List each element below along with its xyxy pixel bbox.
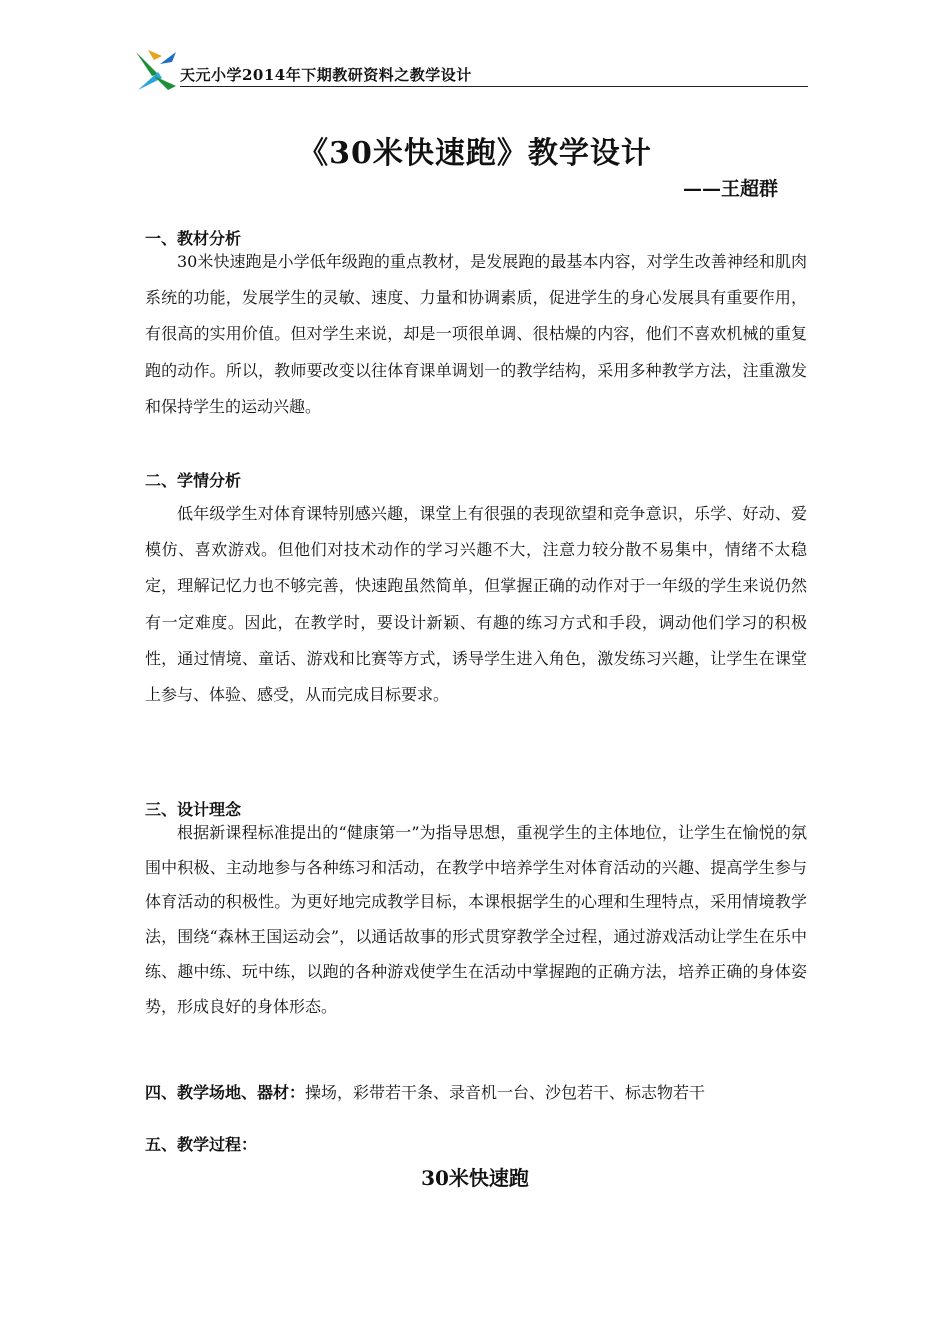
document-title: 《30米快速跑》教学设计 <box>298 136 652 171</box>
header-text: 天元小学2014年下期教研资料之教学设计 <box>180 66 472 84</box>
school-logo-icon <box>132 46 180 92</box>
section-body-2: 低年级学生对体育课特别感兴趣，课堂上有很强的表现欲望和竞争意识，乐学、好动、爱模仿、喜欢游戏。但他们对技术动作的学习兴趣不大，注意力较分散不易集中，情绪不太稳定，理解记忆力也不够完善，快速跑虽然简单，但掌握正确的动作对于一年级的学生来说仍然有一定难度。因此，在教学时，要设计新颖、有趣的练习方式和手段，调动他们学习的积极性，通过情境、童话、游戏和比赛等方式，诱导学生进入角色，激发练习兴趣，让学生在课堂上参与、体验、感受，从而完成目标要求。 <box>145 504 807 705</box>
section-body-4: 操场，彩带若干条、录音机一台、沙包若干、标志物若干 <box>305 1083 706 1102</box>
section-heading-5: 五、教学过程： <box>145 1135 258 1154</box>
section-heading-2: 二、学情分析 <box>145 471 242 490</box>
section-body-3: 根据新课程标准提出的“健康第一”为指导思想，重视学生的主体地位，让学生在愉悦的氛围中积极、主动地参与各种练习和活动，在教学中培养学生对体育活动的兴趣、提高学生参与体育活动的积极性。为更好地完成教学目标，本课根据学生的心理和生理特点，采用情境教学法，围绕“森林王国运动会”，以通话故事的形式贯穿教学全过程，通过游戏活动让学生在乐中练、趣中练、玩中练，以跑的各种游戏使学生在活动中掌握跑的正确方法，培养正确的身体姿势，形成良好的身体形态。 <box>145 823 807 1016</box>
section-heading-1: 一、教材分析 <box>145 229 242 248</box>
process-subtitle: 30米快速跑 <box>421 1166 529 1190</box>
header-divider <box>180 86 808 87</box>
section-heading-3: 三、设计理念 <box>145 800 242 819</box>
page-header <box>132 38 808 90</box>
document-author: ——王超群 <box>682 178 778 200</box>
section-4-line <box>145 1080 705 1103</box>
section-body-1: 30米快速跑是小学低年级跑的重点教材，是发展跑的最基本内容，对学生改善神经和肌肉系统的功能，发展学生的灵敏、速度、力量和协调素质，促进学生的身心发展具有重要作用，有很高的实用价值。但对学生来说，却是一项很单调、很枯燥的内容，他们不喜欢机械的重复跑的动作。所以，教师要改变以往体育课单调划一的教学结构，采用多种教学方法，注重激发和保持学生的运动兴趣。 <box>145 252 807 416</box>
section-heading-4: 四、教学场地、器材： <box>145 1083 306 1102</box>
